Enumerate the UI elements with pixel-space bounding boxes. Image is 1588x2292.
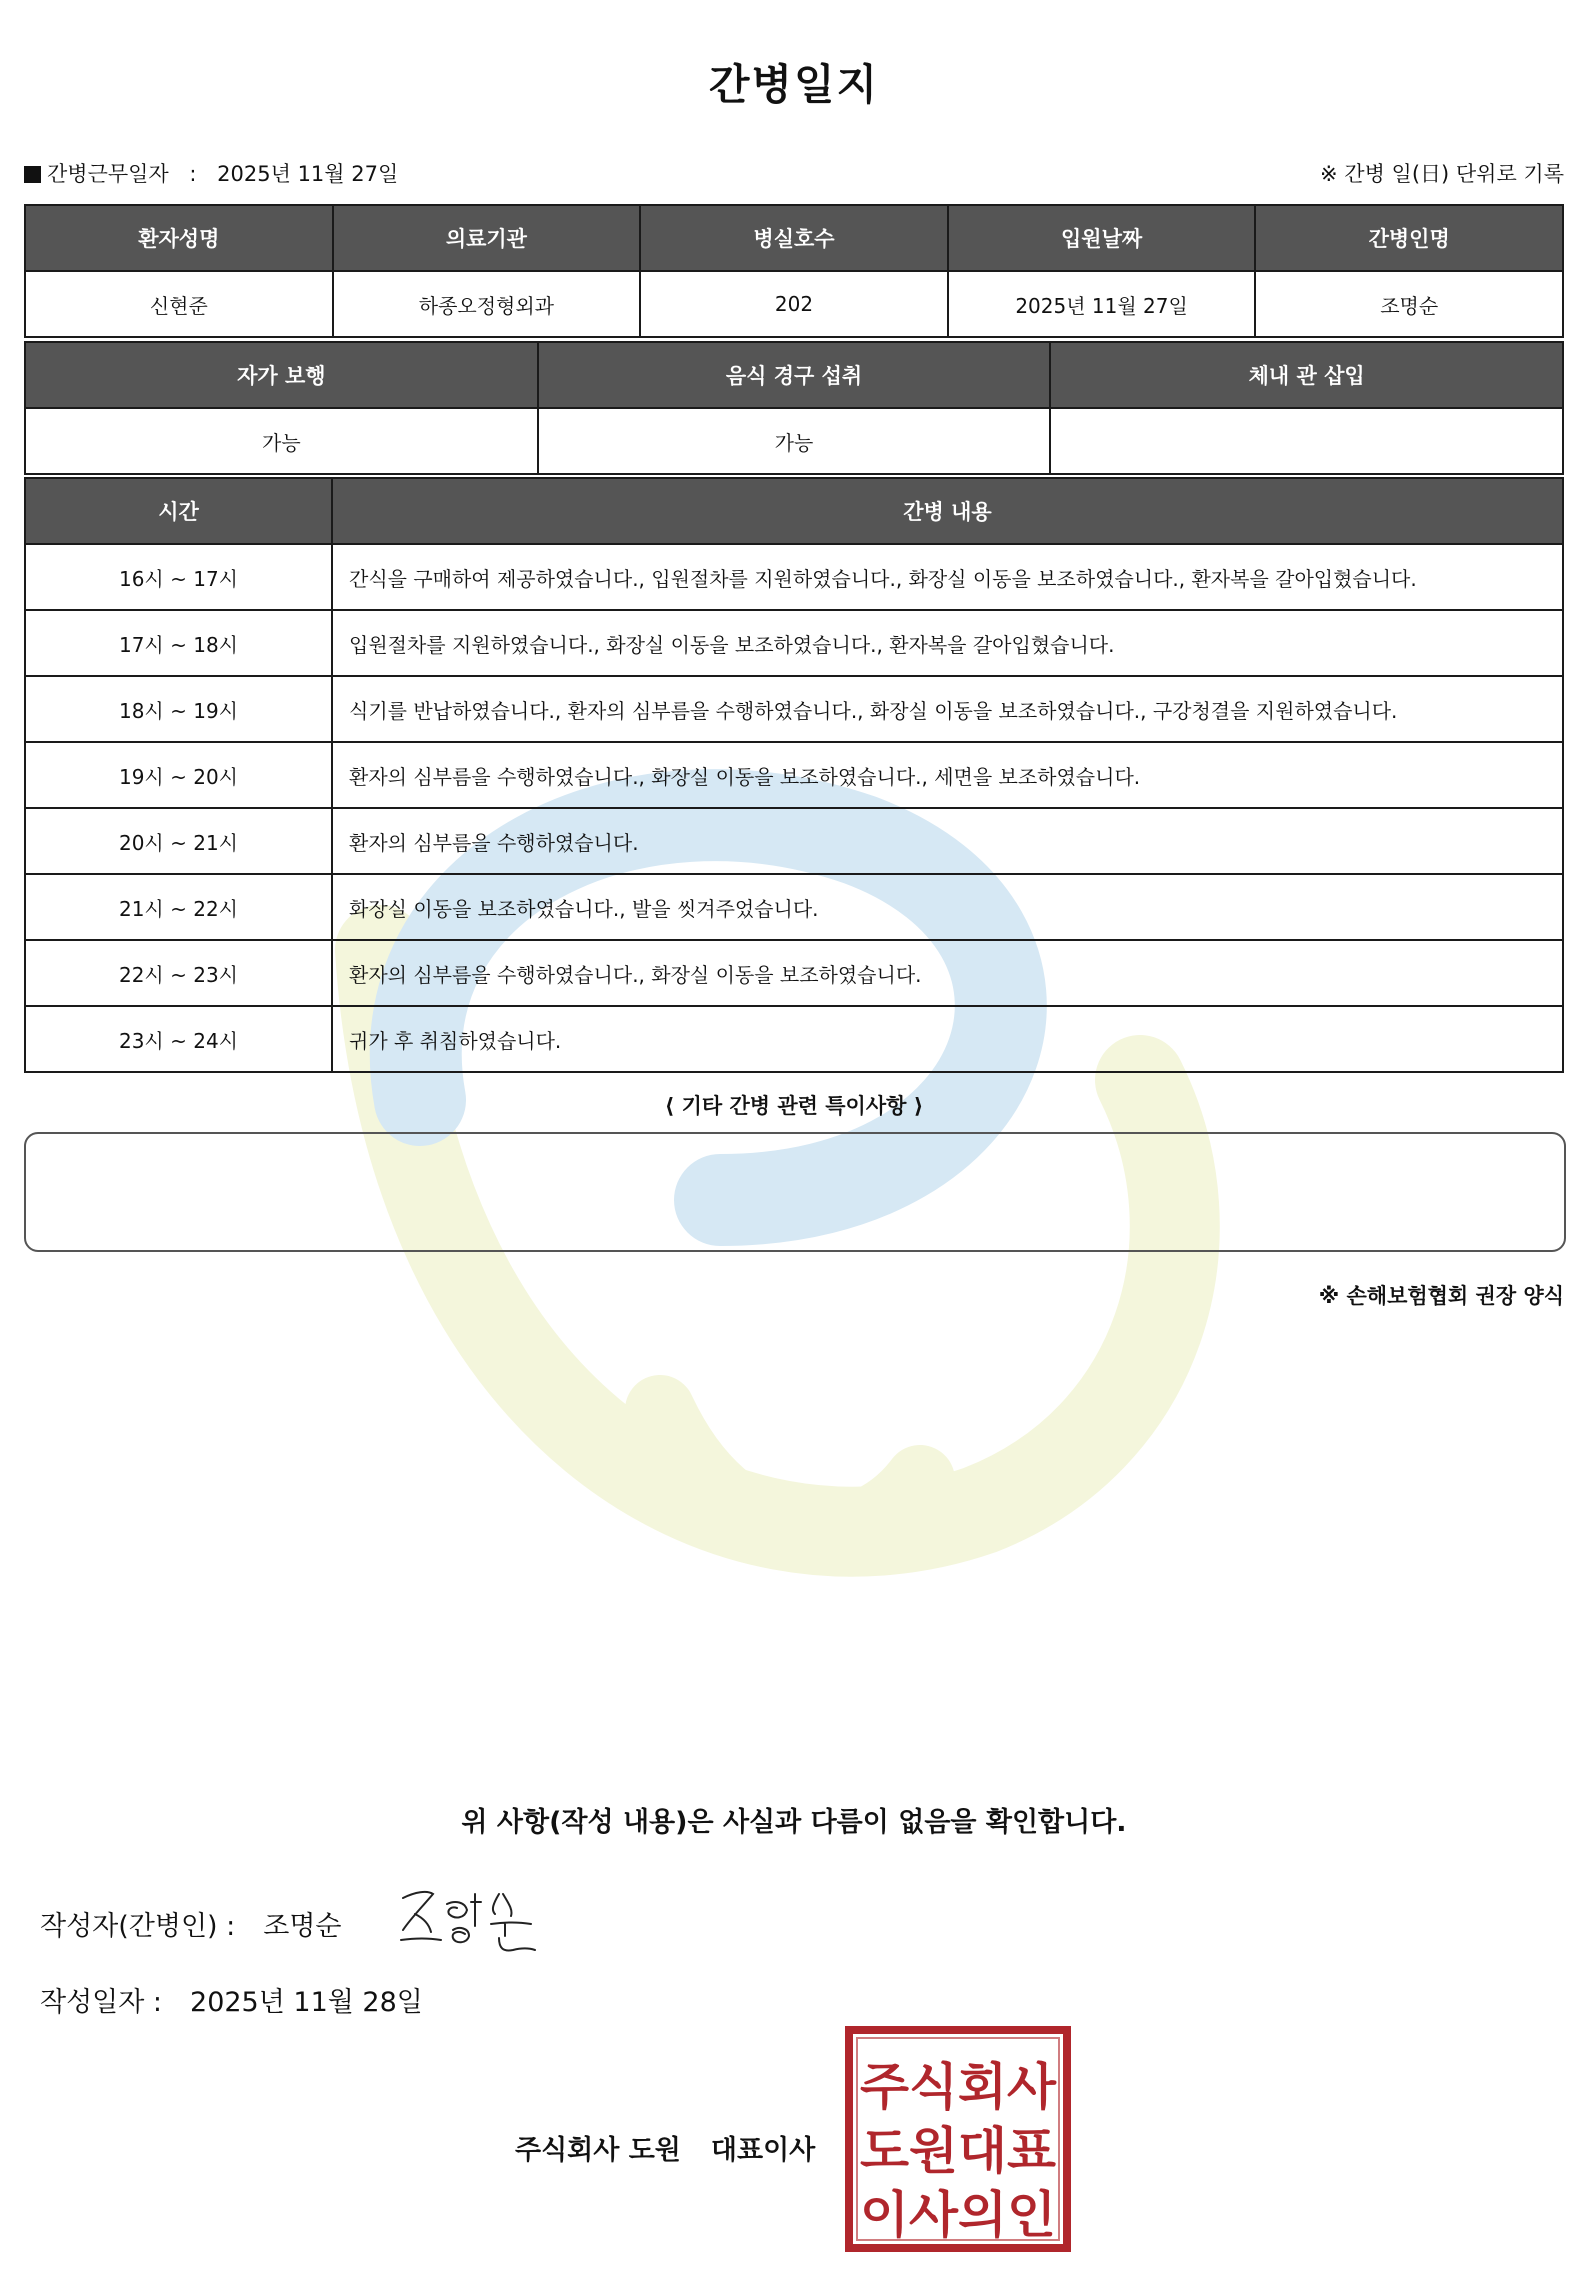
care-content-cell: 환자의 심부름을 수행하였습니다., 화장실 이동을 보조하였습니다. bbox=[332, 940, 1563, 1006]
time-cell: 23시 ~ 24시 bbox=[25, 1006, 332, 1072]
time-cell: 16시 ~ 17시 bbox=[25, 544, 332, 610]
time-cell: 18시 ~ 19시 bbox=[25, 676, 332, 742]
table-row bbox=[25, 742, 1563, 808]
care-content-cell: 간식을 구매하여 제공하였습니다., 입원절차를 지원하였습니다., 화장실 이동을 보조하였습니다., 환자복을 갈아입혔습니다. bbox=[332, 544, 1563, 610]
written-date-label: 작성일자 : bbox=[40, 1987, 163, 2018]
handwritten-signature bbox=[395, 1880, 555, 1960]
table-row bbox=[25, 544, 1563, 610]
written-date-row bbox=[40, 1980, 423, 2019]
table-row bbox=[25, 610, 1563, 676]
care-content-cell: 환자의 심부름을 수행하였습니다. bbox=[332, 808, 1563, 874]
form-source-note: ※ 손해보험협회 권장 양식 bbox=[1318, 1284, 1564, 1308]
header-walking: 자가 보행 bbox=[25, 342, 538, 408]
writer-label: 작성자(간병인) : bbox=[40, 1911, 236, 1942]
square-bullet-icon bbox=[24, 166, 41, 183]
time-cell: 21시 ~ 22시 bbox=[25, 874, 332, 940]
written-date-value: 2025년 11월 28일 bbox=[190, 1987, 423, 2018]
table-row bbox=[25, 1006, 1563, 1072]
company-name: 주식회사 도원 bbox=[515, 2135, 681, 2166]
ceo-title: 대표이사 bbox=[710, 2135, 816, 2166]
care-content-cell: 귀가 후 취침하였습니다. bbox=[332, 1006, 1563, 1072]
header-tube: 체내 관 삽입 bbox=[1050, 342, 1563, 408]
care-content-cell: 화장실 이동을 보조하였습니다., 발을 씻겨주었습니다. bbox=[332, 874, 1563, 940]
patient-status-table bbox=[24, 341, 1564, 475]
walking-status: 가능 bbox=[25, 408, 538, 474]
unit-note: ※ 간병 일(日) 단위로 기록 bbox=[1320, 162, 1564, 186]
oral-intake-status: 가능 bbox=[538, 408, 1051, 474]
work-date-label: 간병근무일자 bbox=[47, 162, 169, 186]
table-row bbox=[25, 676, 1563, 742]
time-cell: 17시 ~ 18시 bbox=[25, 610, 332, 676]
header-caregiver: 간병인명 bbox=[1255, 205, 1563, 271]
writer-name: 조명순 bbox=[263, 1911, 342, 1942]
time-cell: 22시 ~ 23시 bbox=[25, 940, 332, 1006]
special-notes-title: ⟨ 기타 간병 관련 특이사항 ⟩ bbox=[664, 1094, 924, 1118]
table-row bbox=[25, 808, 1563, 874]
care-content-cell: 입원절차를 지원하였습니다., 화장실 이동을 보조하였습니다., 환자복을 갈아입혔습니다. bbox=[332, 610, 1563, 676]
document-title: 간병일지 bbox=[708, 60, 880, 109]
seal-line-1: 주식회사 bbox=[860, 2058, 1057, 2116]
patient-name: 신현준 bbox=[25, 271, 333, 337]
work-date-row bbox=[24, 158, 398, 188]
header-room: 병실호수 bbox=[640, 205, 948, 271]
tube-status bbox=[1050, 408, 1563, 474]
status-header-row bbox=[25, 342, 1563, 408]
seal-line-2: 도원대표 bbox=[860, 2122, 1057, 2180]
admission-date: 2025년 11월 27일 bbox=[948, 271, 1256, 337]
header-hospital: 의료기관 bbox=[333, 205, 641, 271]
patient-info-table bbox=[24, 204, 1564, 338]
special-notes-box bbox=[24, 1132, 1566, 1252]
time-cell: 20시 ~ 21시 bbox=[25, 808, 332, 874]
hospital-name: 하종오정형외과 bbox=[333, 271, 641, 337]
writer-row bbox=[40, 1904, 342, 1943]
header-admission-date: 입원날짜 bbox=[948, 205, 1256, 271]
seal-line-3: 이사의인 bbox=[860, 2186, 1056, 2244]
work-date-value: 2025년 11월 27일 bbox=[217, 162, 399, 186]
table-row bbox=[25, 874, 1563, 940]
patient-header-row bbox=[25, 205, 1563, 271]
caregiver-name: 조명순 bbox=[1255, 271, 1563, 337]
work-date-separator: : bbox=[189, 162, 197, 186]
header-patient-name: 환자성명 bbox=[25, 205, 333, 271]
header-oral-intake: 음식 경구 섭취 bbox=[538, 342, 1051, 408]
care-content-cell: 식기를 반납하였습니다., 환자의 심부름을 수행하였습니다., 화장실 이동을 보조하였습니다., 구강청결을 지원하였습니다. bbox=[332, 676, 1563, 742]
confirmation-statement: 위 사항(작성 내용)은 사실과 다름이 없음을 확인합니다. bbox=[461, 1807, 1127, 1838]
care-log-table bbox=[24, 477, 1564, 1073]
care-content-cell: 환자의 심부름을 수행하였습니다., 화장실 이동을 보조하였습니다., 세면을 보조하였습니다. bbox=[332, 742, 1563, 808]
status-value-row bbox=[25, 408, 1563, 474]
care-log-header-row bbox=[25, 478, 1563, 544]
time-cell: 19시 ~ 20시 bbox=[25, 742, 332, 808]
header-time: 시간 bbox=[25, 478, 332, 544]
room-number: 202 bbox=[640, 271, 948, 337]
table-row bbox=[25, 940, 1563, 1006]
patient-value-row bbox=[25, 271, 1563, 337]
company-seal-stamp bbox=[845, 2026, 1071, 2252]
company-signature-line bbox=[515, 2128, 815, 2167]
header-care-content: 간병 내용 bbox=[332, 478, 1563, 544]
